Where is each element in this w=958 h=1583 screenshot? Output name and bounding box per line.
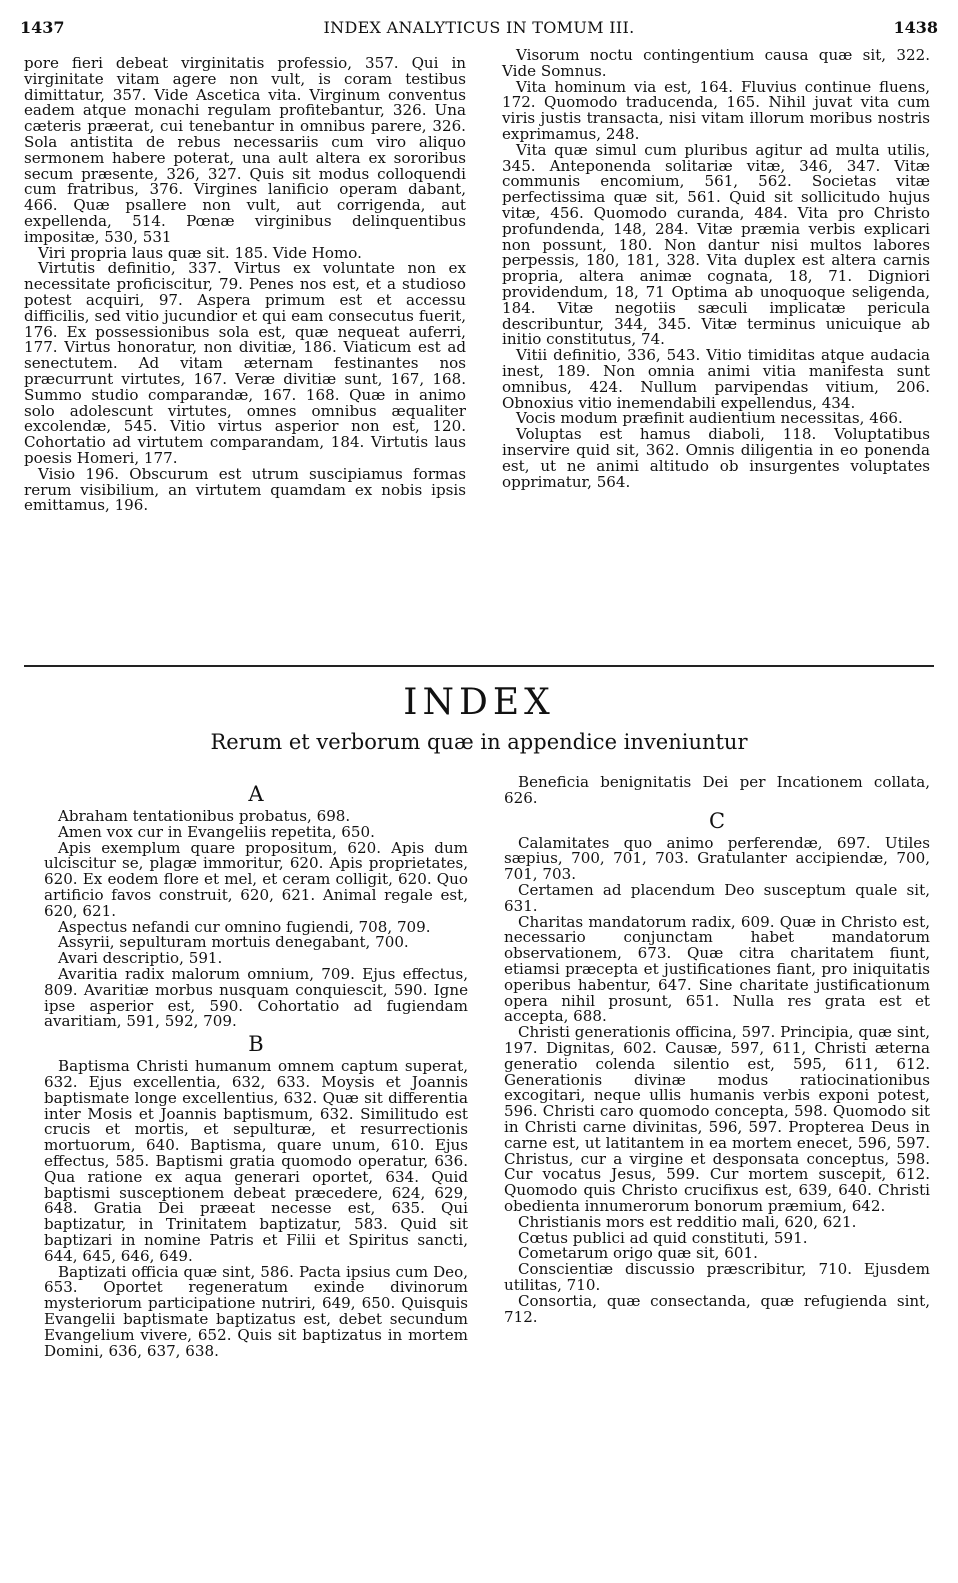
- index-entry: Cometarum origo quæ sit, 601.: [518, 1244, 758, 1263]
- index-entry: pore fieri debeat virginitatis professio, 357. Qui in virginitate vitam agere non vult, is coram testibus dimittatur, 357. Vide Ascetica vita. Virginum conventus eadem atque monachi regulam profitebantur, 326. Una cæteris præerat, cui tenebantur in omnibus parere, 326. Sola antistita de rebus necessariis cum viro aliquo sermonem habere poterat, una ault altera ex sororibus secum præsente, 326, 327. Quis sit modus colloquendi cum fratribus, 376. Virgines lanificio operam dabant, 466. Quæ psallere non vult, aut corrigenda, aut expellenda, 514. Pœnæ virginibus delinquentibus impositæ, 530, 531: [24, 54, 466, 246]
- index-entry: Assyrii, sepulturam mortuis denegabant, 700.: [58, 933, 409, 952]
- appendix-right-column: [504, 775, 930, 1325]
- page-number-right: 1438: [893, 18, 938, 37]
- index-entry: Beneficia benignitatis Dei per Incationem collata, 626.: [504, 773, 930, 807]
- index-entry: Calamitates quo animo perferendæ, 697. Utiles sæpius, 700, 701, 703. Gratulanter accipiendæ, 700, 701, 703.: [504, 833, 930, 884]
- index-entry: Avari descriptio, 591.: [58, 949, 223, 968]
- index-entry: Christianis mors est redditio mali, 620, 621.: [518, 1212, 857, 1231]
- index-entry: Charitas mandatorum radix, 609. Quæ in Christo est, necessario conjunctam habet mandatorum observationem, 673. Quæ citra charitatem fiunt, etiamsi præcepta et justificationes fiant, pro iniquitatis operibus habentur, 647. Sine charitate justificationum opera nihil prosunt, 651. Nulla res grata est et accepta, 688.: [504, 912, 930, 1026]
- index-entry: Baptisma Christi humanum omnem captum superat, 632. Ejus excellentia, 632, 633. Moysis et Joannis baptismate longe excellentius, 632. Quæ sit differentia inter Mosis et Joannis baptismum, 632. Similitudo est crucis et mortis, et sepulturæ, et resurrectionis mortuorum, 640. Baptisma, quare unum, 610. Ejus effectus, 585. Baptismi gratia quomodo operatur, 636. Qua ratione ex aqua generari oportet, 634. Quid baptismi susceptionem debeat præcedere, 624, 629, 648. Gratia Dei præeat necesse est, 635. Qui baptizatur, in Trinitatem baptizatur, 583. Quid sit baptizari in nomine Patris et Filii et Spiritus sancti, 644, 645, 646, 649.: [44, 1057, 468, 1265]
- running-title: INDEX ANALYTICUS IN TOMUM III.: [323, 18, 635, 37]
- index-entry: Certamen ad placendum Deo susceptum quale sit, 631.: [504, 880, 930, 915]
- index-entry: Visorum noctu contingentium causa quæ sit, 322. Vide Somnus.: [502, 46, 930, 80]
- index-entry: Aspectus nefandi cur omnino fugiendi, 708, 709.: [58, 917, 431, 936]
- index-entry: Abraham tentationibus probatus, 698.: [58, 807, 351, 825]
- index-entry: Viri propria laus quæ sit. 185. Vide Homo.: [38, 243, 362, 262]
- page-number-left: 1437: [20, 18, 65, 37]
- section-divider: [24, 665, 934, 667]
- index-entry: Amen vox cur in Evangeliis repetita, 650.: [58, 822, 375, 841]
- index-title: INDEX: [403, 682, 555, 723]
- index-entry: Consortia, quæ consectanda, quæ refugienda sint, 712.: [504, 1291, 930, 1326]
- letter-heading-a: A: [248, 782, 264, 806]
- letter-heading-c: C: [708, 808, 726, 833]
- index-entry: Baptizati officia quæ sint, 586. Pacta ipsius cum Deo, 653. Oportet regeneratum exinde divinorum mysteriorum participatione nutriri, 649, 650. Quisquis Evangelii baptismate baptizatus est, debet secundum Evangelium vivere, 652. Quis sit baptizatus in mortem Domini, 636, 637, 638.: [44, 1262, 468, 1360]
- index-entry: Visio 196. Obscurum est utrum suscipiamus formas rerum visibilium, an virtutem quamdam ex nobis ipsis emittamus, 196.: [24, 464, 466, 515]
- index-entry: Voluptas est hamus diaboli, 118. Voluptatibus inservire quid sit, 362. Omnis diligentia in eo ponenda est, ut ne animi altitudo ob insurgentes voluptates opprimatur, 564.: [502, 425, 930, 491]
- index-entry: Virtutis definitio, 337. Virtus ex voluntate non ex necessitate proficiscitur, 79. Penes nos est, et a studioso potest acquiri, 97. Aspera primum est et accessu difficilis, sed vitio jucundior et qui eam consecutus fuerit, 176. Ex possessionibus sola est, quæ nequeat auferri, 177. Virtus honoratur, non divitiæ, 186. Viaticum est ad senectutem. Ad vitam æternam festinantes nos præcurrunt virtutes, 167. Veræ divitiæ sunt, 167, 168. Summo studio comparandæ, 167. 168. Quæ in animo solo adolescunt virtutes, omnes omnibus æqualiter excolendæ, 545. Vitio virtus asperior non est, 120. Cohortatio ad virtutem comparandam, 184. Virtutis laus poesis Homeri, 177.: [24, 259, 466, 467]
- index-entry: Vocis modum præfinit audientium necessitas, 466.: [516, 409, 903, 428]
- index-entry: Conscientiæ discussio præscribitur, 710. Ejusdem utilitas, 710.: [504, 1260, 930, 1294]
- letter-heading-b: B: [248, 1032, 264, 1057]
- top-right-column: [502, 48, 930, 490]
- index-subtitle: Rerum et verborum quæ in appendice inveniuntur: [210, 730, 748, 754]
- appendix-left-column: [44, 780, 468, 1359]
- index-entry: Avaritia radix malorum omnium, 709. Ejus effectus, 809. Avaritiæ morbus nusquam conquiescit, 590. Igne ipse asperior est, 590. Cohortatio ad fugiendam avaritiam, 591, 592, 709.: [44, 964, 468, 1031]
- index-entry: Vita quæ simul cum pluribus agitur ad multa utilis, 345. Anteponenda solitariæ vitæ, 346, 347. Vitæ communis encomium, 561, 562. Societas vitæ perfectissima quæ sit, 561. Quid sit sollicitudo hujus vitæ, 456. Quomodo curanda, 484. Vita pro Christo profundenda, 148, 284. Vitæ præmia verbis explicari non possunt, 180. Non dantur nisi multos labores perpessis, 180, 181, 328. Vita duplex est altera carnis propria, altera animæ cognata, 18, 71. Digniori providendum, 18, 71 Optima ab unoquoque seligenda, 184. Vitæ negotiis sæculi implicatæ pericula describuntur, 344, 345. Vitæ terminus unicuique ab initio constitutus, 74.: [502, 140, 930, 349]
- index-entry: Vitii definitio, 336, 543. Vitio timiditas atque audacia inest, 189. Non omnia animi vitia manifesta sunt omnibus, 424. Nullum parvipendas vitium, 206. Obnoxius vitio inemendabili expellendus, 434.: [502, 346, 930, 412]
- index-entry: Cœtus publici ad quid constituti, 591.: [518, 1228, 808, 1247]
- top-left-column: [24, 56, 466, 514]
- index-entry: Christi generationis officina, 597. Principia, quæ sint, 197. Dignitas, 602. Causæ, 597, 611, Christi æterna generatio colenda silentio est, 595, 611, 612. Generationis divinæ modus ratiocinationibus excogitari, neque ullis humanis verbis exponi potest, 596. Christi caro quomodo concepta, 598. Quomodo sit in Christi carne divinitas, 596, 597. Propterea Deus in carne est, ut latitantem in ea mortem enecet, 596, 597. Christus, cur a virgine et desponsata conceptus, 598. Cur vocatus Jesus, 599. Cur mortem suscepit, 612. Quomodo quis Christo crucifixus est, 639, 640. Christi obedienta innumerorum bonorum præmium, 642.: [504, 1023, 930, 1215]
- index-entry: Vita hominum via est, 164. Fluvius continue fluens, 172. Quomodo traducenda, 165. Nihil juvat vita cum viris justis transacta, nisi vitam illorum moribus nostris exprimamus, 248.: [502, 77, 930, 143]
- index-entry: Apis exemplum quare propositum, 620. Apis dum ulciscitur se, plagæ immoritur, 620. Apis proprietates, 620. Ex eodem flore et mel, et ceram colligit, 620. Quo artificio favos construit, 620, 621. Animal regale est, 620, 621.: [44, 838, 468, 920]
